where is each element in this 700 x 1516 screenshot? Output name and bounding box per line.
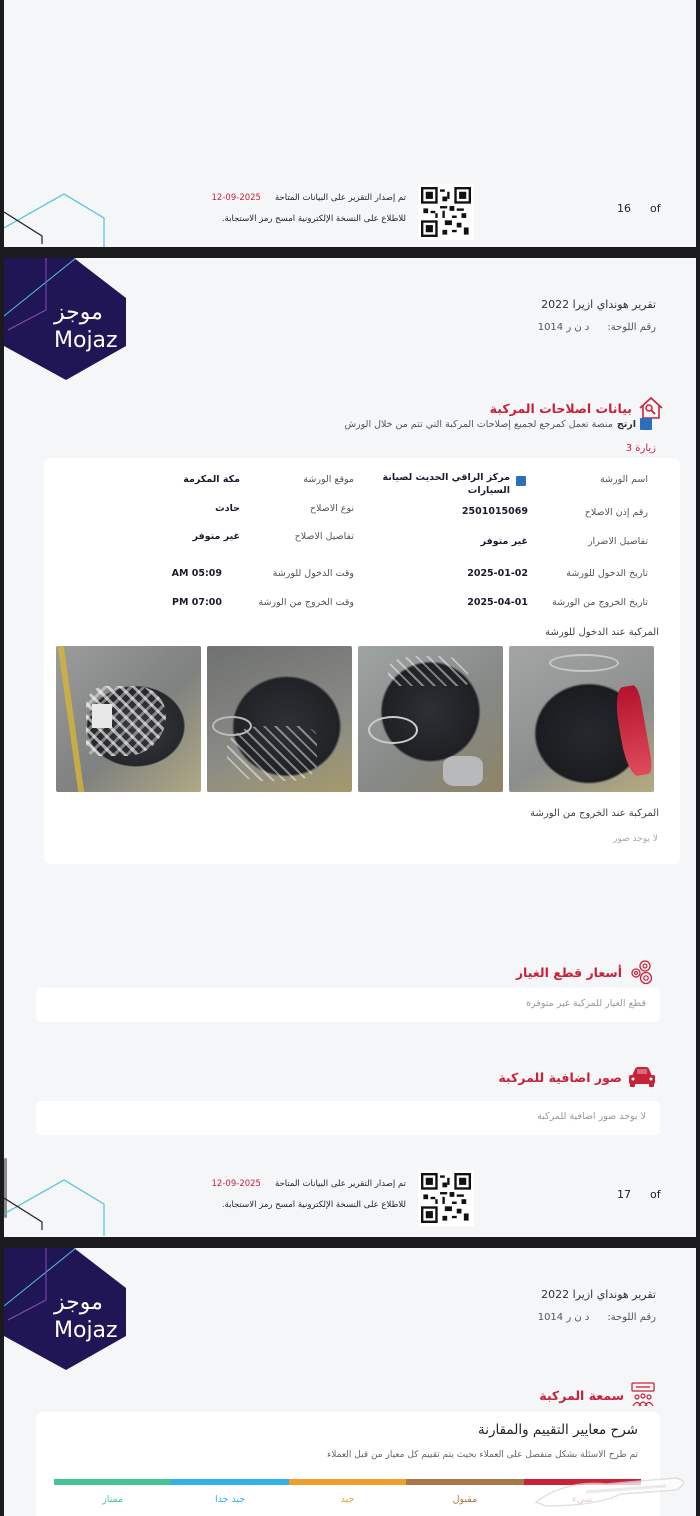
issued-note: تم إصدار التقرير على البيانات المتاحة2025-09-12 bbox=[211, 1179, 406, 1189]
exit-photos-empty: لا يوجد صور bbox=[613, 834, 658, 844]
extra-photos-section-title: صور اضافية للمركبة bbox=[498, 1066, 656, 1088]
qr-code-icon[interactable] bbox=[418, 184, 474, 240]
logo-text-en: Mojaz bbox=[54, 328, 118, 353]
workshop-logo-icon bbox=[516, 476, 526, 486]
scale-label-excellent: ممتاز bbox=[102, 1494, 124, 1505]
entry-photos-gallery bbox=[56, 646, 654, 792]
plate-row bbox=[538, 1312, 656, 1323]
damage-details-value: غير متوفر bbox=[480, 536, 528, 547]
logo-text-en: Mojaz bbox=[54, 1318, 118, 1343]
reputation-card bbox=[36, 1412, 660, 1516]
issued-note: تم إصدار التقرير على البيانات المتاحة2025-09-12 bbox=[211, 193, 406, 203]
extra-photos-card bbox=[36, 1101, 660, 1135]
permit-number-label: رقم إذن الاصلاح bbox=[584, 507, 648, 518]
exit-photos-label: المركبة عند الخروج من الورشة bbox=[530, 808, 659, 819]
page-footer bbox=[4, 180, 696, 247]
haraj-watermark-icon bbox=[526, 1472, 696, 1512]
permit-number-value: 2501015069 bbox=[461, 506, 528, 517]
logo-text-ar: موجز bbox=[54, 1290, 103, 1315]
car-photo-front-grille[interactable] bbox=[56, 646, 201, 792]
repair-type-label: نوع الاصلاح bbox=[309, 503, 354, 514]
report-page-16 bbox=[4, 0, 696, 247]
audience-rating-icon bbox=[630, 1382, 656, 1408]
page-of-label: of bbox=[650, 202, 661, 215]
plate-label: رقم اللوحة: bbox=[607, 322, 656, 333]
repair-type-value: حادث bbox=[215, 503, 240, 514]
page-header bbox=[4, 258, 696, 388]
visit-label: زيارة 3 bbox=[625, 443, 656, 454]
plate-label: رقم اللوحة: bbox=[607, 1312, 656, 1323]
page-of-label: of bbox=[650, 1188, 661, 1201]
repair-details-card bbox=[44, 458, 680, 864]
reputation-section-title: سمعة المركبة bbox=[539, 1382, 656, 1408]
plate-value: د ن ر 1014 bbox=[537, 1312, 590, 1323]
report-title: تقرير هونداي ازيرا 2022 bbox=[541, 298, 656, 311]
exit-time-value: 07:00 PM bbox=[172, 597, 222, 608]
scale-segment-acceptable bbox=[406, 1479, 523, 1485]
gears-icon bbox=[628, 958, 656, 986]
plate-row bbox=[538, 322, 656, 333]
platform-note: ارتج منصة تعمل كمرجع لجميع إصلاحات المركبة التي تتم من خلال الورش bbox=[344, 418, 652, 430]
rating-criteria-heading: شرح معايير التقييم والمقارنة bbox=[477, 1422, 638, 1438]
scale-segment-excellent bbox=[54, 1479, 171, 1485]
logo-text-ar: موجز bbox=[54, 300, 103, 325]
spare-parts-section-title: أسعار قطع الغيار bbox=[516, 958, 656, 986]
entry-date-label: تاريخ الدخول للورشة bbox=[566, 568, 648, 579]
spare-parts-message: قطع الغيار للمركبة غير متوفرة bbox=[526, 998, 646, 1009]
repairs-section-title: بيانات اصلاحات المركبة bbox=[490, 396, 664, 420]
footer-decoration-icon bbox=[4, 1166, 114, 1236]
scan-note: للاطلاع على النسخة الإلكترونية امسح رمز الاستجابة. bbox=[221, 1200, 406, 1210]
platform-logo-icon bbox=[640, 418, 652, 430]
page-footer bbox=[4, 1166, 696, 1236]
car-icon bbox=[628, 1066, 656, 1088]
issued-date: 2025-09-12 bbox=[211, 193, 261, 203]
page-number: 17 bbox=[617, 1188, 631, 1201]
entry-photos-label: المركبة عند الدخول للورشة bbox=[545, 627, 659, 638]
car-photo-front-right[interactable] bbox=[509, 646, 654, 792]
workshop-location-label: موقع الورشة bbox=[303, 474, 354, 485]
rating-criteria-subtitle: تم طرح الاسئلة بشكل منفصل على العملاء بحيث يتم تقييم كل معيار من قبل العملاء bbox=[327, 1450, 638, 1460]
scale-label-very-good: جيد جدا bbox=[214, 1494, 246, 1505]
exit-date-value: 2025-04-01 bbox=[467, 597, 528, 608]
repair-details-value: غير متوفر bbox=[192, 531, 240, 542]
extra-photos-message: لا يوجد صور اضافية للمركبة bbox=[537, 1111, 646, 1122]
car-photo-front-left[interactable] bbox=[358, 646, 503, 792]
exit-date-label: تاريخ الخروج من الورشة bbox=[552, 597, 648, 608]
entry-time-label: وقت الدخول للورشة bbox=[272, 568, 354, 579]
spare-parts-card bbox=[36, 988, 660, 1022]
page-number: 16 bbox=[617, 202, 631, 215]
workshop-name-value: مركز الراقي الحديث لصيانة bbox=[382, 472, 510, 483]
report-title: تقرير هونداي ازيرا 2022 bbox=[541, 1288, 656, 1301]
plate-value: د ن ر 1014 bbox=[537, 322, 590, 333]
exit-time-label: وقت الخروج من الورشة bbox=[258, 597, 354, 608]
report-page-17 bbox=[4, 258, 696, 1237]
scale-segment-good bbox=[289, 1479, 406, 1485]
workshop-location-value: مكة المكرمة bbox=[183, 474, 240, 485]
scale-segment-very-good bbox=[171, 1479, 288, 1485]
scan-note: للاطلاع على النسخة الإلكترونية امسح رمز الاستجابة. bbox=[221, 214, 406, 224]
qr-code-icon[interactable] bbox=[418, 1170, 474, 1226]
page-header bbox=[4, 1248, 696, 1378]
car-photo-hood[interactable] bbox=[207, 646, 352, 792]
workshop-name-value-line2: السيارات bbox=[467, 485, 510, 496]
footer-decoration-icon bbox=[4, 180, 114, 247]
issued-date: 2025-09-12 bbox=[211, 1179, 261, 1189]
repair-details-label: تفاصيل الاصلاح bbox=[294, 531, 354, 542]
entry-date-value: 2025-01-02 bbox=[467, 568, 528, 579]
damage-details-label: تفاصيل الاضرار bbox=[587, 536, 648, 547]
scale-label-good: جيد bbox=[340, 1494, 355, 1505]
entry-time-value: 05:09 AM bbox=[171, 568, 222, 579]
house-wrench-icon bbox=[638, 396, 664, 420]
workshop-name-label: اسم الورشة bbox=[599, 474, 648, 485]
report-page-18 bbox=[4, 1248, 696, 1516]
scale-label-acceptable: مقبول bbox=[452, 1494, 478, 1505]
